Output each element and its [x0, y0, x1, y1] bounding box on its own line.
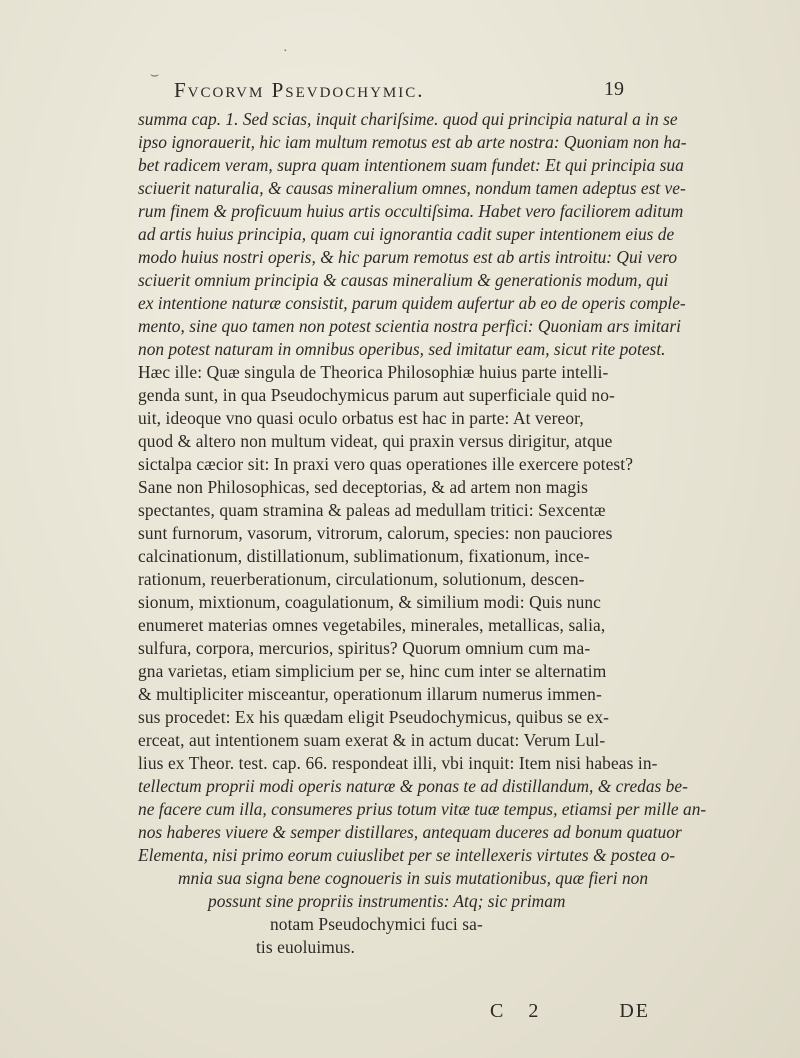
text-line: sulfura, corpora, mercurios, spiritus? Quorum omnium cum ma-: [138, 638, 591, 658]
text-line: possunt sine propriis instrumentis: Atq; sic primam: [208, 891, 566, 911]
text-line: ipso ignorauerit, hic iam multum remotus est ab arte nostra: Quoniam non ha-: [138, 132, 687, 152]
text-line: lius ex Theor. test. cap. 66. respondeat illi, vbi inquit: Item nisi habeas in-: [138, 753, 658, 773]
text-line: sionum, mixtionum, coagulationum, & similium modi: Quis nunc: [138, 592, 601, 612]
page-footer: [470, 1000, 650, 1028]
text-line: summa cap. 1. Sed scias, inquit chariſsime. quod qui principia natural a in se: [138, 109, 678, 129]
text-line: sictalpa cæcior sit: In praxi vero quas operationes ille exercere potest?: [138, 454, 634, 474]
page-number: 19: [604, 78, 624, 100]
text-line: mento, sine quo tamen non potest scientia nostra perfici: Quoniam ars imitari: [138, 316, 681, 336]
running-title: Fvcorvm Psevdochymic.: [174, 78, 425, 102]
text-line: rum finem & proficuum huius artis occultiſsima. Habet vero faciliorem aditum: [138, 201, 684, 221]
text-line: Sane non Philosophicas, sed deceptorias, & ad artem non magis: [138, 477, 588, 497]
text-line: & multipliciter misceantur, operationum illarum numerus immen-: [138, 684, 602, 704]
text-line: notam Pseudochymici fuci sa-: [270, 914, 483, 934]
text-line: erceat, aut intentionem suam exerat & in actum ducat: Verum Lul-: [138, 730, 606, 750]
body-text: [138, 108, 707, 959]
text-line: Hæc ille: Quæ singula de Theorica Philosophiæ huius parte intelli-: [138, 362, 609, 382]
foxing-mark: ·: [283, 44, 288, 59]
text-line: quod & altero non multum videat, qui praxin versus dirigitur, atque: [138, 431, 613, 451]
text-line: ne facere cum illa, consumeres prius totum vitæ tuæ tempus, etiamsi per mille an-: [138, 799, 707, 819]
foxing-mark: ⌣: [150, 68, 160, 83]
text-line: sus procedet: Ex his quædam eligit Pseudochymicus, quibus se ex-: [138, 707, 610, 727]
text-line: rationum, reuerberationum, circulationum, solutionum, descen-: [138, 569, 585, 589]
text-line: ex intentione naturæ consistit, parum quidem aufertur ab eo de operis comple-: [138, 293, 686, 313]
text-line: sunt furnorum, vasorum, vitrorum, calorum, species: non pauciores: [138, 523, 613, 543]
text-line: tellectum proprii modi operis naturæ & ponas te ad distillandum, & credas be-: [138, 776, 688, 796]
text-line: calcinationum, distillationum, sublimationum, fixationum, ince-: [138, 546, 590, 566]
text-line: spectantes, quam stramina & paleas ad medullam tritici: Sexcentæ: [138, 500, 606, 520]
text-line: genda sunt, in qua Pseudochymicus parum aut superficiale quid no-: [138, 385, 615, 405]
catchword: DE: [619, 1000, 650, 1022]
text-line: Elementa, nisi primo eorum cuiuslibet per se intellexeris virtutes & postea o-: [138, 845, 676, 865]
text-line: mnia sua signa bene cognoueris in suis mutationibus, quæ fieri non: [178, 868, 649, 888]
text-line: tis euoluimus.: [256, 937, 355, 957]
text-line: uit, ideoque vno quasi oculo orbatus est hac in parte: At vereor,: [138, 408, 584, 428]
text-line: ad artis huius principia, quam cui ignorantia cadit super intentionem eius de: [138, 224, 675, 244]
text-line: non potest naturam in omnibus operibus, sed imitatur eam, sicut rite potest.: [138, 339, 666, 359]
signature-mark: C 2: [490, 1000, 549, 1022]
text-line: bet radicem veram, supra quam intentionem suam fundet: Et qui principia sua: [138, 155, 684, 175]
text-line: sciuerit omnium principia & causas mineralium & generationis modum, qui: [138, 270, 669, 290]
text-line: modo huius nostri operis, & hic parum remotus est ab artis introitu: Qui vero: [138, 247, 678, 267]
text-line: gna varietas, etiam simplicium per se, hinc cum inter se alternatim: [138, 661, 607, 681]
page-header: [174, 78, 624, 108]
text-line: enumeret materias omnes vegetabiles, minerales, metallicas, salia,: [138, 615, 606, 635]
text-line: sciuerit naturalia, & causas mineralium omnes, nondum tamen adeptus est ve-: [138, 178, 686, 198]
text-line: nos haberes viuere & semper distillares, antequam duceres ad bonum quatuor: [138, 822, 682, 842]
